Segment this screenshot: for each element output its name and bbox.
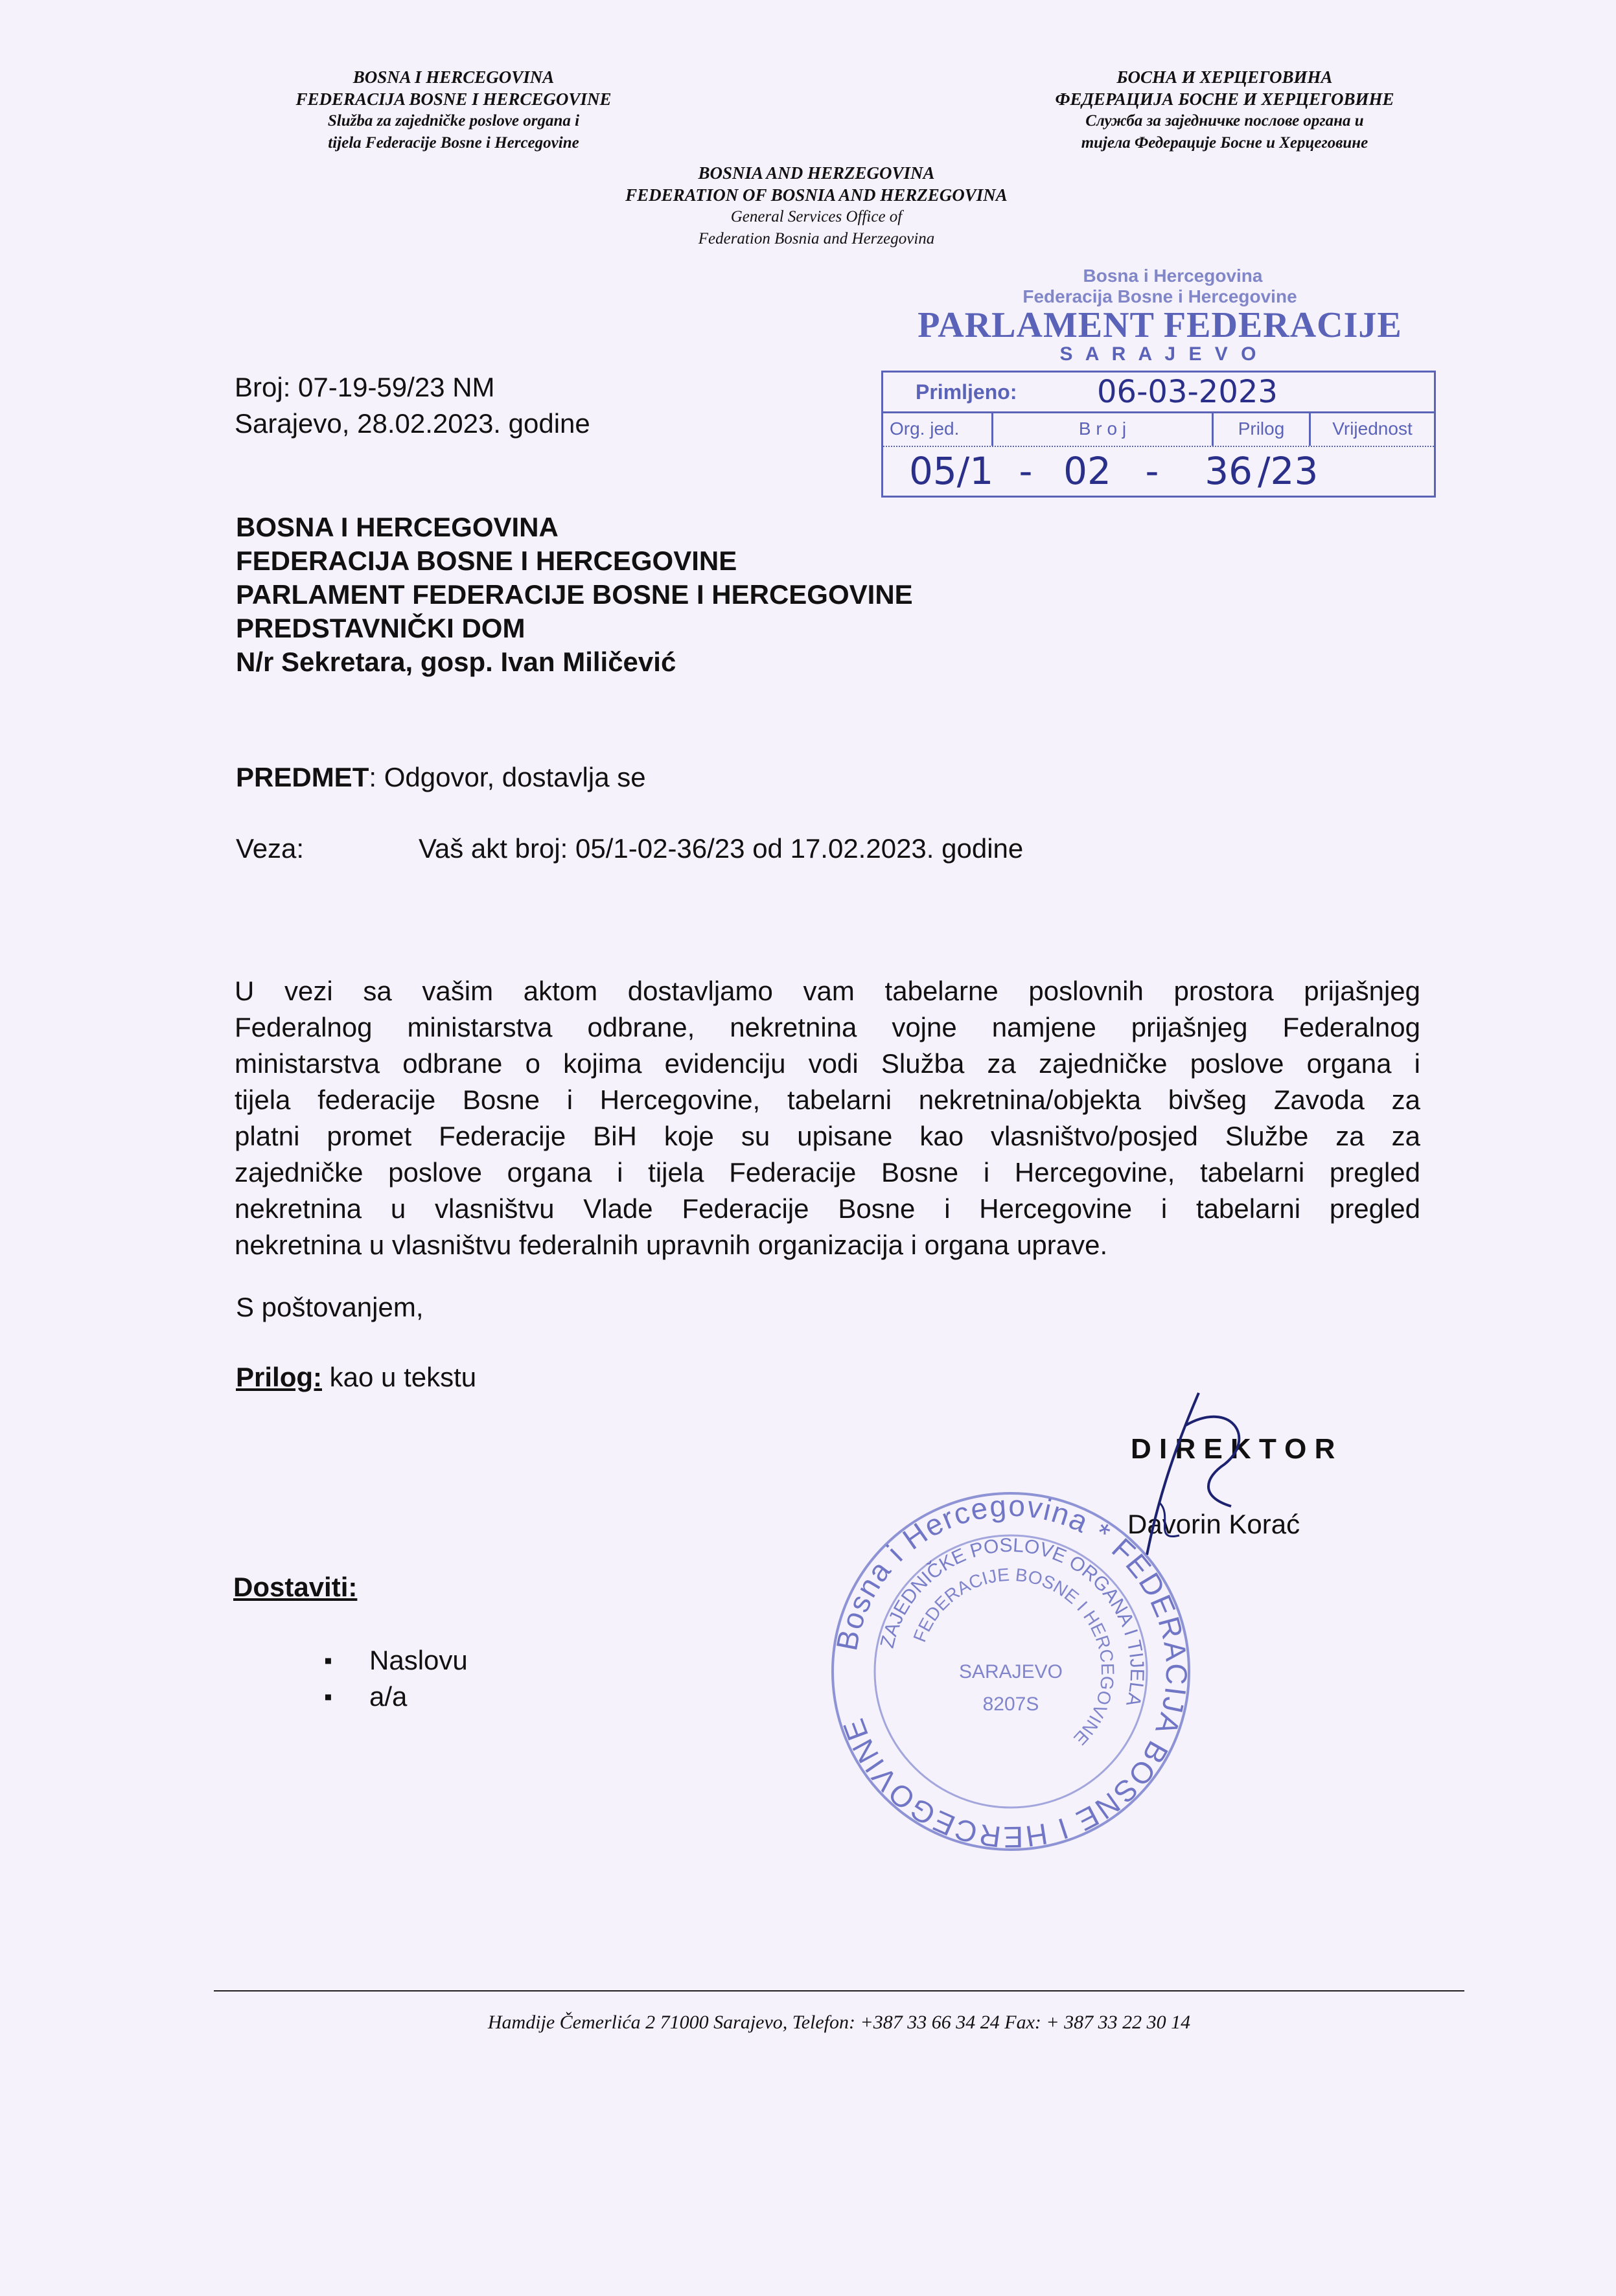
- letterhead-right-line: БОСНА И ХЕРЦЕГОВИНА: [1116, 67, 1333, 87]
- stamp-hand-org: 05/1: [909, 449, 994, 493]
- seal-inner-text: [909, 1565, 1118, 1749]
- letterhead-right: [991, 66, 1458, 154]
- stamp-col-vrijednost: Vrijednost: [1332, 419, 1413, 439]
- stamp-line: Bosna i Hercegovina: [1083, 266, 1263, 286]
- stamp-col-prilog: Prilog: [1214, 413, 1311, 446]
- distribution-list: [324, 1642, 468, 1715]
- recipient-block: [236, 511, 913, 679]
- subject: [236, 759, 646, 796]
- stamp-hand-dash: -: [1145, 449, 1159, 493]
- distribution-item: ▪ a/a: [324, 1679, 468, 1715]
- stamp-row-cols: [883, 413, 1434, 447]
- stamp-line: S A R A J E V O: [1059, 343, 1260, 365]
- attachment-label: Prilog:: [236, 1362, 322, 1392]
- letterhead-right-line: ФЕДЕРАЦИЈА БОСНЕ И ХЕРЦЕГОВИНЕ: [1055, 89, 1394, 109]
- stamp-row-received: [883, 373, 1434, 413]
- closing: S poštovanjem,: [236, 1292, 424, 1322]
- body-line: nekretnina u vlasništvu Vlade Federacije Bosne i Hercegovine i tabelarni pregled: [235, 1193, 1420, 1224]
- body-line: ministarstva odbrane o kojima evidenciju vodi Služba za zajedničke poslove organa i: [235, 1048, 1420, 1079]
- body-line: zajedničke poslove organa i tijela Federacije Bosne i Hercegovine, tabelarni pregled: [235, 1157, 1420, 1188]
- veza-text: Vaš akt broj: 05/1-02-36/23 od 17.02.2023. godine: [419, 833, 1024, 864]
- official-seal: [823, 1484, 1199, 1859]
- reference-block: [235, 369, 590, 442]
- stamp-line: PARLAMENT FEDERACIJE: [918, 305, 1402, 345]
- attachment-text: kao u tekstu: [322, 1362, 477, 1392]
- stamp-hand-num: 02: [1063, 449, 1111, 493]
- recipient-line: FEDERACIJA BOSNE I HERCEGOVINE: [236, 545, 737, 576]
- letterhead-left-line: Služba za zajedničke poslove organa i: [327, 112, 580, 130]
- seal-number: 8207S: [982, 1693, 1039, 1715]
- seal-inner-path: FEDERACIJE BOSNE I HERCEGOVINE: [909, 1564, 1118, 1749]
- signature-name: Davorin Korać: [1127, 1509, 1300, 1539]
- distribution-label: Dostaviti:: [233, 1572, 358, 1602]
- recipient-line: N/r Sekretara, gosp. Ivan Miličević: [236, 647, 676, 677]
- body-paragraph: [235, 973, 1420, 1263]
- body-line: Federalnog ministarstva odbrane, nekretnina vojne namjene prijašnjeg Federalnog: [235, 1012, 1420, 1042]
- stamp-hand-year: /23: [1258, 449, 1319, 493]
- receipt-stamp: [881, 266, 1438, 498]
- veza-label: Veza:: [236, 833, 305, 864]
- body-line: platni promet Federacije BiH koje su upisane kao vlasništvo/posjed Službe za za: [235, 1121, 1420, 1151]
- body-line: tijela federacije Bosne i Hercegovine, tabelarni nekretnina/objekta bivšeg Zavoda za: [235, 1085, 1420, 1115]
- recipient-line: PARLAMENT FEDERACIJE BOSNE I HERCEGOVINE: [236, 579, 913, 610]
- letterhead-left-line: FEDERACIJA BOSNE I HERCEGOVINE: [295, 89, 612, 109]
- letterhead-center-line: BOSNIA AND HERZEGOVINA: [698, 163, 935, 183]
- reference-date: Sarajevo, 28.02.2023. godine: [235, 408, 590, 439]
- subject-text: : Odgovor, dostavlja se: [369, 762, 646, 792]
- stamp-hand-broj: 36: [1205, 449, 1252, 493]
- stamp-col-broj: B r o j: [993, 413, 1214, 446]
- veza: [236, 831, 1023, 867]
- seal-center-text: SARAJEVO: [958, 1661, 1063, 1682]
- stamp-row-values: [883, 447, 1434, 495]
- stamp-received-date: 06-03-2023: [1097, 374, 1278, 410]
- footer-rule: [214, 1990, 1464, 1992]
- letterhead-right-line: тијела Федерације Босне и Херцеговине: [1081, 134, 1368, 152]
- recipient-line: BOSNA I HERCEGOVINA: [236, 512, 559, 542]
- letterhead-right-line: Служба за заједничке послове органа и: [1085, 112, 1364, 130]
- seal-outer-path: Bosna i Hercegovina * FEDERACIJA BOSNE I HERCEGOVINE: [829, 1488, 1194, 1855]
- letterhead-center-line: Federation Bosnia and Herzegovina: [698, 230, 935, 247]
- attachment: [236, 1359, 476, 1395]
- recipient-line: PREDSTAVNIČKI DOM: [236, 613, 525, 643]
- stamp-hand-dash: -: [1019, 449, 1033, 493]
- distribution-item: ▪ Naslovu: [324, 1642, 468, 1679]
- stamp-line: Federacija Bosne i Hercegovine: [1022, 286, 1297, 306]
- letterhead-left: [220, 66, 687, 154]
- letterhead-left-line: tijela Federacije Bosne i Hercegovine: [328, 134, 579, 152]
- signature-title: D I R E K T O R: [1131, 1433, 1335, 1465]
- stamp-received-label: Primljeno:: [916, 380, 1017, 404]
- subject-label: PREDMET: [236, 762, 369, 792]
- stamp-table: [881, 371, 1436, 498]
- letterhead-left-line: BOSNA I HERCEGOVINA: [352, 67, 555, 87]
- body-line: U vezi sa vašim aktom dostavljamo vam tabelarne poslovnih prostora prijašnjeg: [235, 976, 1420, 1006]
- footer-address: Hamdije Čemerlića 2 71000 Sarajevo, Telefon: +387 33 66 34 24 Fax: + 387 33 22 30 14: [487, 2012, 1191, 2033]
- letterhead-center: [570, 162, 1063, 250]
- stamp-col-org: Org. jed.: [883, 413, 993, 446]
- seal-middle-path: ZAJEDNIČKE POSLOVE ORGANA I TIJELA: [876, 1534, 1148, 1709]
- letterhead-center-line: FEDERATION OF BOSNIA AND HERZEGOVINA: [625, 185, 1008, 205]
- letterhead-center-line: General Services Office of: [730, 208, 903, 225]
- body-line: nekretnina u vlasništvu federalnih upravnih organizacija i organa uprave.: [235, 1230, 1108, 1260]
- reference-number: Broj: 07-19-59/23 NM: [235, 372, 495, 402]
